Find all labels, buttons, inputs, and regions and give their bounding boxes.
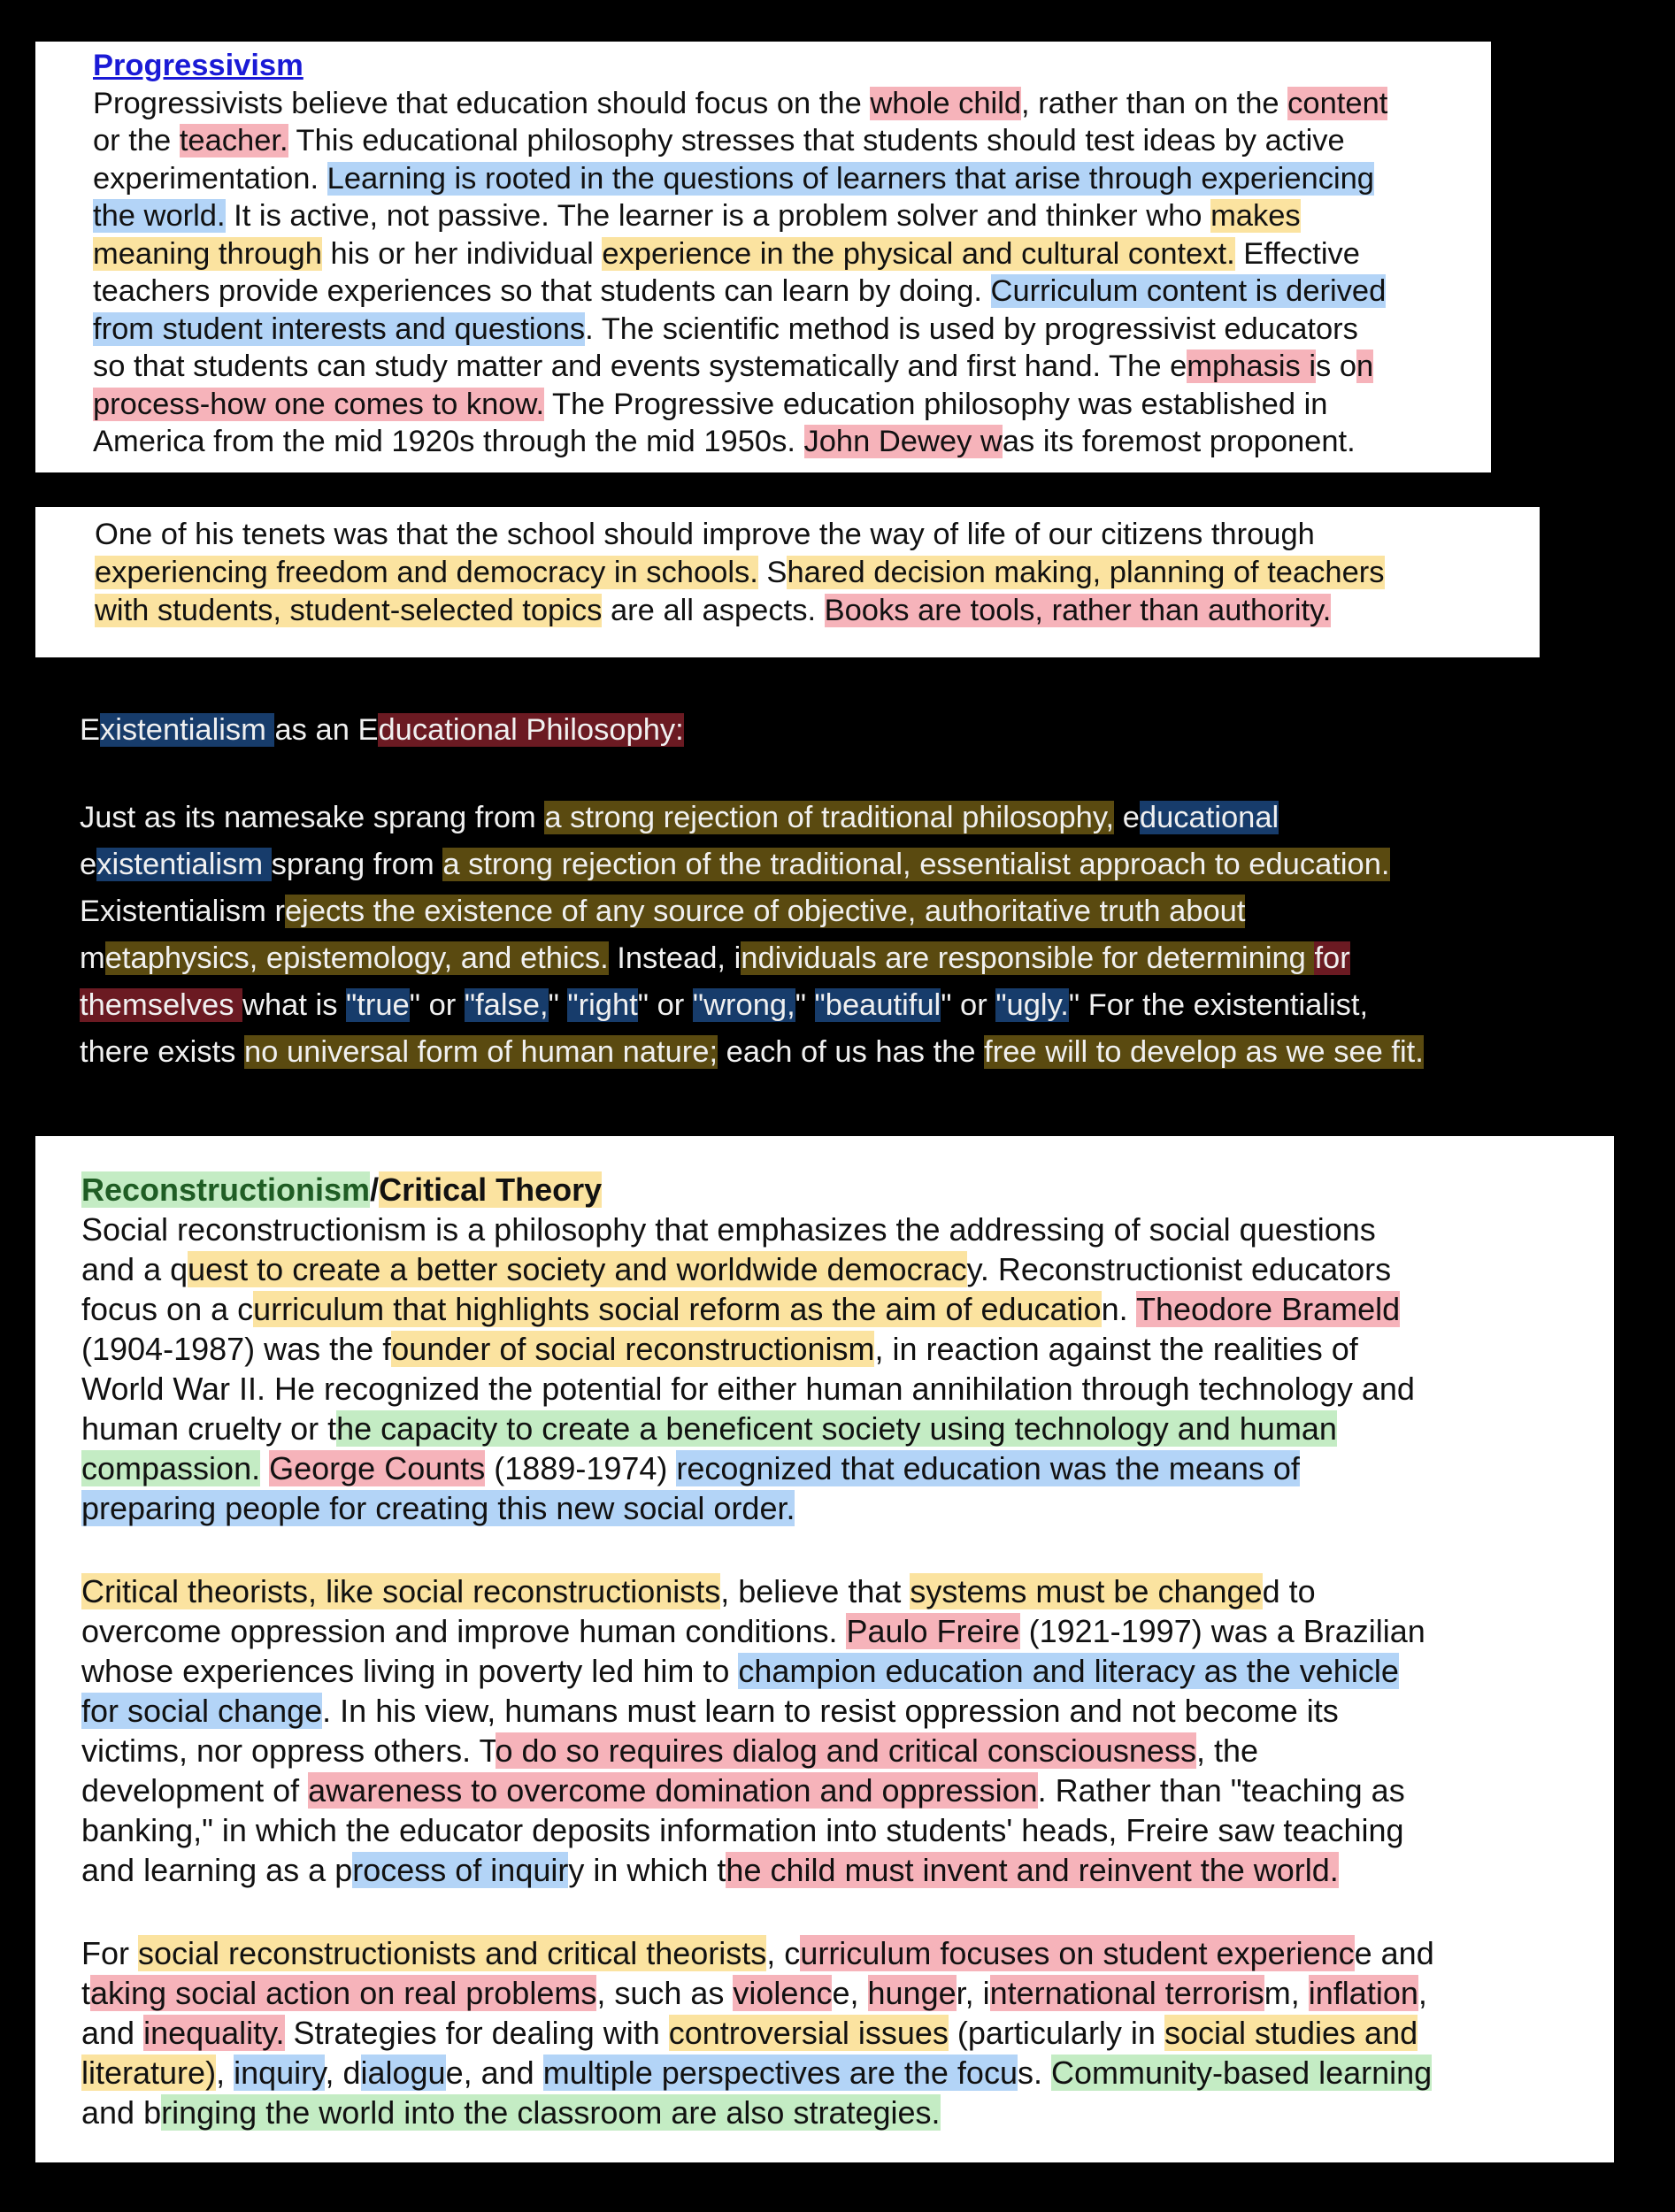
text-segment: , <box>216 2055 234 2091</box>
text-segment: e <box>1114 801 1140 834</box>
text-segment: Strategies for dealing with <box>284 2015 669 2051</box>
text-segment: e <box>80 848 97 881</box>
text-segment: , such as <box>596 1975 734 2011</box>
highlighted-text: experiencing freedom and democracy in schools. <box>95 556 758 589</box>
text-segment: E <box>80 713 101 747</box>
highlighted-text: iterature) <box>88 2055 217 2091</box>
reconstructionism-title-part1: Reconstructionism <box>81 1171 371 1208</box>
text-segment: what is <box>242 988 347 1022</box>
text-segment: n. <box>1101 1291 1136 1327</box>
reconstructionism-title <box>81 1170 1568 1210</box>
highlighted-text: Books are tools, rather than authority. <box>824 594 1332 627</box>
highlighted-text: xistentialism <box>96 848 272 881</box>
highlighted-text: ejects the existence of any source of objective, authoritative truth about <box>284 895 1246 928</box>
text-segment: sprang from <box>271 848 443 881</box>
reconstructionism-panel <box>35 1136 1614 2162</box>
highlighted-text: George Counts <box>269 1450 486 1486</box>
highlighted-text: xistentialism <box>100 713 275 747</box>
text-segment: . In his view, humans must learn to resist oppression and not become its victims, nor oppress others. T <box>81 1693 1339 1769</box>
highlighted-text: champion education and literacy as the vehicle for social change <box>81 1653 1399 1729</box>
text-segment: , rather than on the <box>1021 86 1288 120</box>
highlighted-text: a strong rejection of the traditional, essentialist approach to education. <box>442 848 1390 881</box>
text-segment: m, <box>1264 1975 1309 2011</box>
highlighted-text: whole child <box>870 86 1022 120</box>
text-segment <box>260 1450 269 1486</box>
highlighted-text: mphasis i <box>1187 349 1316 383</box>
highlighted-text: experience in the physical and cultural context. <box>602 236 1235 271</box>
text-segment: Progressivists believe that education should focus on the <box>93 86 871 120</box>
highlighted-text: social reconstructionists and critical theorists <box>138 1935 767 1971</box>
highlighted-text: Curriculum content is derived from student interests and questions <box>93 274 1387 346</box>
highlighted-text: n process-how one comes to know. <box>93 349 1374 421</box>
highlighted-text: he child must invent and reinvent the world. <box>726 1852 1339 1888</box>
highlighted-text: "wrong, <box>692 988 795 1022</box>
highlighted-text: uest to create a better society and worldwide democrac <box>188 1251 967 1287</box>
text-segment: (1889-1974) <box>485 1450 677 1486</box>
highlighted-text: "right <box>567 988 638 1022</box>
text-segment: s. <box>1017 2055 1051 2091</box>
existentialism-paragraph <box>80 795 1513 1076</box>
highlighted-text: no universal form of human nature; <box>244 1035 718 1069</box>
highlighted-text: hunge <box>867 1975 957 2011</box>
highlighted-text: Critical theorists, like social reconstructionists <box>81 1573 721 1609</box>
dewey-tenets-paragraph <box>95 516 1480 630</box>
text-segment: " or <box>941 988 996 1022</box>
text-segment: y in which t <box>568 1852 726 1888</box>
text-segment: Effective teachers provide experiences so that students can learn by doing. <box>93 236 1360 308</box>
paragraph-spacer <box>81 1890 1568 1933</box>
highlighted-text: urriculum focuses on student experienc <box>800 1935 1355 1971</box>
text-segment: , in reaction against the realities of World War II. He recognized the potential for either human annihilation through technology and human cruelty or t <box>81 1331 1415 1447</box>
text-segment: y. Reconstructionist educators focus on a c <box>81 1251 1392 1327</box>
highlighted-text: ialogu <box>360 2055 446 2091</box>
highlighted-text: nternational terroris <box>989 1975 1264 2011</box>
highlighted-text: violenc <box>733 1975 833 2011</box>
text-segment: , the development of <box>81 1732 1259 1809</box>
text-segment: . The scientific method is used by progressivist educators so that students can study matter and events systematically and first hand. The e <box>93 311 1358 383</box>
text-segment: his or her individual <box>321 236 603 271</box>
text-segment: d to overcome oppression and improve human conditions. <box>81 1573 1316 1649</box>
highlighted-text: controversial issues <box>668 2015 949 2051</box>
text-segment: " For the existentialist, there exists <box>80 988 1369 1069</box>
text-segment: e, and <box>445 2055 543 2091</box>
progressivism-title[interactable] <box>93 47 1433 85</box>
highlighted-text: makes meaning through <box>93 199 1301 271</box>
text-segment: Just as its namesake sprang from <box>80 801 545 834</box>
highlighted-text: awareness to overcome domination and oppression <box>308 1772 1038 1809</box>
text-segment: One of his tenets was that the school should improve the way of life of our citizens through <box>95 518 1315 551</box>
highlighted-text: content <box>1287 86 1388 120</box>
highlighted-text: Paulo Freire <box>846 1613 1020 1649</box>
critical-theory-title: Critical Theory <box>379 1171 603 1208</box>
highlighted-text: rocess of inquir <box>352 1852 569 1888</box>
highlighted-text: Community-based learning <box>1050 2055 1433 2091</box>
text-segment: For <box>81 1935 139 1971</box>
text-segment: , believe that <box>720 1573 910 1609</box>
highlighted-text: teacher. <box>179 124 288 157</box>
text-segment: are all aspects. <box>602 594 825 627</box>
text-segment: as an E <box>274 713 379 747</box>
highlighted-text: ducational Philosophy: <box>378 713 684 747</box>
highlighted-text: Learning is rooted in the questions of learners that arise through experiencing the world. <box>93 161 1374 233</box>
text-segment: It is active, not passive. The learner is a problem solver and thinker who <box>225 199 1211 233</box>
highlighted-text: ounder of social reconstructionism <box>391 1331 875 1367</box>
highlighted-text: a strong rejection of traditional philosophy, <box>544 801 1115 834</box>
highlighted-text: etaphysics, epistemology, and ethics. <box>104 941 609 975</box>
highlighted-text: "true <box>346 988 410 1022</box>
text-segment: . Rather than "teaching as banking," in which the educator deposits information into students' heads, Freire saw teaching and learning as a p <box>81 1772 1405 1888</box>
progressivism-title-link[interactable]: Progressivism <box>93 49 303 82</box>
text-segment: e, <box>832 1975 868 2011</box>
highlighted-text: systems must be change <box>910 1573 1263 1609</box>
text-segment: , d <box>325 2055 361 2091</box>
text-segment: " <box>795 988 815 1022</box>
text-segment: , and <box>81 1975 1427 2051</box>
text-segment: Social reconstructionism is a philosophy that emphasizes the addressing of social questions and a q <box>81 1211 1376 1287</box>
highlighted-text: ringing the world into the classroom are also strategies. <box>161 2094 941 2131</box>
paragraph-spacer <box>81 1528 1568 1571</box>
highlighted-text: hared decision making, planning of teachers with students, student-selected topics <box>95 556 1385 627</box>
highlighted-text: "ugly. <box>995 988 1069 1022</box>
text-segment: Existentialism r <box>80 895 285 928</box>
highlighted-text: inequality. <box>143 2015 285 2051</box>
text-segment: or the <box>93 124 172 157</box>
text-segment: This educational philosophy stresses that students should test ideas by active experimentation. <box>93 124 1345 196</box>
title-separator: / <box>370 1171 380 1208</box>
highlighted-text: John Dewey w <box>803 425 1003 458</box>
highlighted-text: social studies and l <box>81 2015 1418 2091</box>
text-segment: r, i <box>956 1975 990 2011</box>
critical-theory-paragraph <box>81 1571 1568 1890</box>
text-segment: and b <box>81 2094 162 2131</box>
text-segment: (particularly in <box>948 2015 1164 2051</box>
text-segment: S <box>757 556 788 589</box>
highlighted-text: he capacity to create a beneficent society using technology and human compassion. <box>81 1410 1337 1486</box>
text-segment: s o <box>1316 349 1357 383</box>
highlighted-text: "false, <box>464 988 549 1022</box>
highlighted-text: Theodore Brameld <box>1135 1291 1401 1327</box>
highlighted-text: o do so requires dialog and critical consciousness <box>495 1732 1196 1769</box>
text-segment: " or <box>409 988 465 1022</box>
highlighted-text: inquiry <box>234 2055 326 2091</box>
text-segment: m <box>80 941 105 975</box>
text-segment: (1921-1997) was a Brazilian whose experiences living in poverty led him to <box>81 1613 1425 1689</box>
text-segment: " <box>548 988 568 1022</box>
highlighted-text: multiple perspectives are the focu <box>542 2055 1018 2091</box>
text-segment: , c <box>766 1935 801 1971</box>
highlighted-text: aking social action on real problems <box>90 1975 597 2011</box>
text-segment: (1904-1987) was the f <box>81 1331 392 1367</box>
text-segment: " or <box>637 988 693 1022</box>
highlighted-text: urriculum that highlights social reform as the aim of educatio <box>253 1291 1102 1327</box>
highlighted-text: ducational <box>1139 801 1279 834</box>
dewey-tenets-panel <box>35 507 1540 657</box>
curriculum-paragraph <box>81 1933 1568 2132</box>
text-segment: The Progressive education philosophy was established in America from the mid 1920s through the mid 1950s. <box>93 387 1328 458</box>
highlighted-text: ndividuals are responsible for determining <box>741 941 1315 975</box>
highlighted-text: recognized that education was the means of preparing people for creating this new social order. <box>81 1450 1300 1526</box>
text-segment: each of us has the <box>718 1035 985 1069</box>
text-segment: e and t <box>81 1935 1434 2011</box>
highlighted-text: inflation <box>1308 1975 1418 2011</box>
reconstructionism-paragraph-1 <box>81 1210 1568 1528</box>
progressivism-panel <box>35 42 1491 472</box>
existentialism-panel <box>35 708 1557 1079</box>
highlighted-text: free will to develop as we see fit. <box>984 1035 1424 1069</box>
text-segment: Instead, i <box>608 941 741 975</box>
highlighted-text: "beautiful <box>814 988 941 1022</box>
progressivism-paragraph <box>93 85 1433 461</box>
text-segment: as its foremost proponent. <box>1002 425 1356 458</box>
existentialism-heading <box>80 708 1513 752</box>
highlighted-text: for themselves <box>80 941 1350 1022</box>
